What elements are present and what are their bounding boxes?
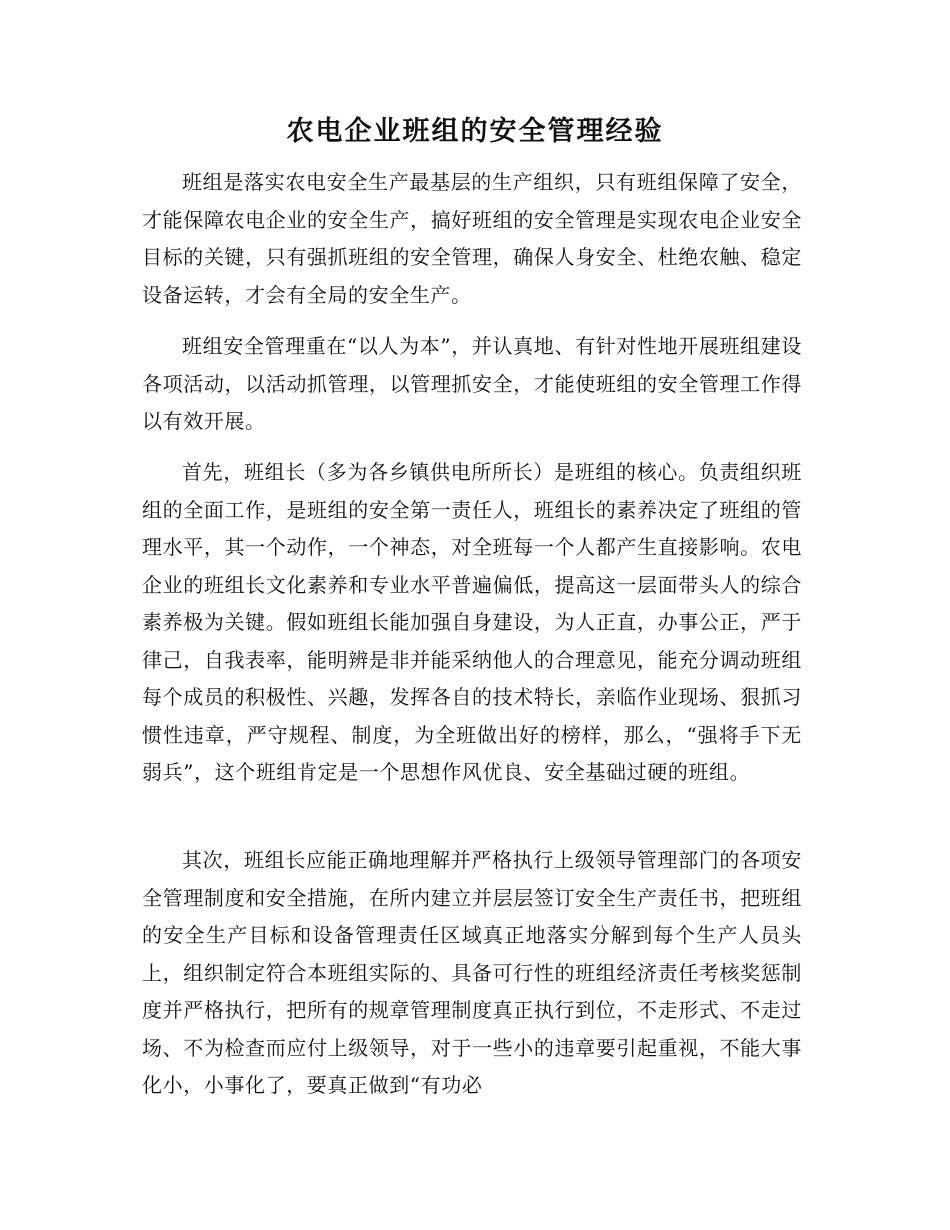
document-title: 农电企业班组的安全管理经验 bbox=[286, 116, 664, 147]
paragraph-team-leader-rules: 其次，班组长应能正确地理解并严格执行上级领导管理部门的各项安全管理制度和安全措施，在所内建立并层层签订安全生产责任书，把班组的安全生产目标和设备管理责任区域真正地落实分解到每个生产人员头上，组织制定符合本班组实际的、具备可行性的班组经济责任考核奖惩制度并严格执行，把所有的规章管理制度真正执行到位，不走形式、不走过场、不为检查而应付上级领导，对于一些小的违章要引起重视，不能大事化小，小事化了，要真正做到“有功必 bbox=[142, 848, 802, 1097]
paragraph-intro: 班组是落实农电安全生产最基层的生产组织，只有班组保障了安全，才能保障农电企业的安全生产，搞好班组的安全管理是实现农电企业安全目标的关键，只有强抓班组的安全管理，确保人身安全、杜绝农触、稳定设备运转，才会有全局的安全生产。 bbox=[142, 170, 802, 307]
paragraph-team-leader-core: 首先，班组长（多为各乡镇供电所所长）是班组的核心。负责组织班组的全面工作，是班组的安全第一责任人，班组长的素养决定了班组的管理水平，其一个动作，一个神态，对全班每一个人都产生直接影响。农电企业的班组长文化素养和专业水平普遍偏低，提高这一层面带头人的综合素养极为关键。假如班组长能加强自身建设，为人正直，办事公正，严于律己，自我表率，能明辨是非并能采纳他人的合理意见，能充分调动班组每个成员的积极性、兴趣，发挥各自的技术特长，亲临作业现场、狠抓习惯性违章，严守规程、制度，为全班做出好的榜样，那么，“强将手下无弱兵”，这个班组肯定是一个思想作风优良、安全基础过硬的班组。 bbox=[142, 460, 802, 784]
paragraph-people-oriented: 班组安全管理重在“以人为本”，并认真地、有针对性地开展班组建设各项活动，以活动抓管理，以管理抓安全，才能使班组的安全管理工作得以有效开展。 bbox=[142, 334, 802, 433]
